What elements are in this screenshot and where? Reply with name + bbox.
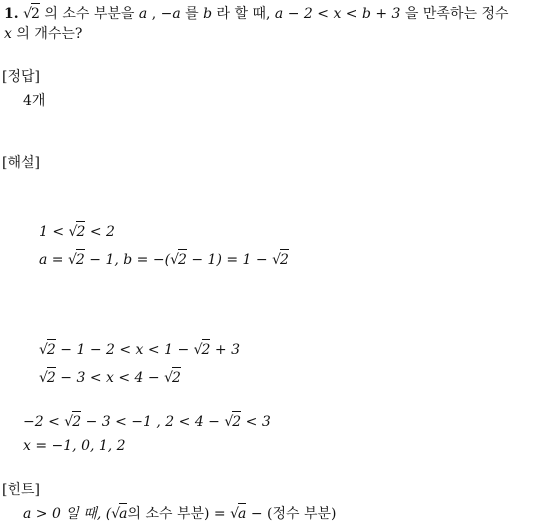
answer-label: [정답] [2,69,40,85]
hint-label: [힌트] [2,482,40,498]
solution-line-2: a = √2 − 1, b = −(√2 − 1) = 1 − √2 [39,249,289,269]
solution-line-4: √2 − 3 < x < 4 − √2 [39,367,181,387]
sqrt-2: √2 [23,3,40,23]
solution-label: [해설] [2,155,40,171]
hint-text: a > 0 일 때, (√a의 소수 부분) = √a − (정수 부분) [23,503,337,523]
solution-line-5: −2 < √2 − 3 < −1 , 2 < 4 − √2 < 3 [23,411,271,431]
solution-line-3: √2 − 1 − 2 < x < 1 − √2 + 3 [39,339,240,359]
answer-value: 4개 [23,93,46,109]
question-line-2: x 의 개수는? [4,26,83,42]
solution-line-1: 1 < √2 < 2 [39,221,115,241]
question-number: 1. [4,6,19,22]
solution-line-6: x = −1, 0, 1, 2 [23,438,126,454]
question-line-1: 1. √2 의 소수 부분을 a , −a 를 b 라 할 때, a − 2 < x < b + 3 을 만족하는 정수 [4,3,509,23]
